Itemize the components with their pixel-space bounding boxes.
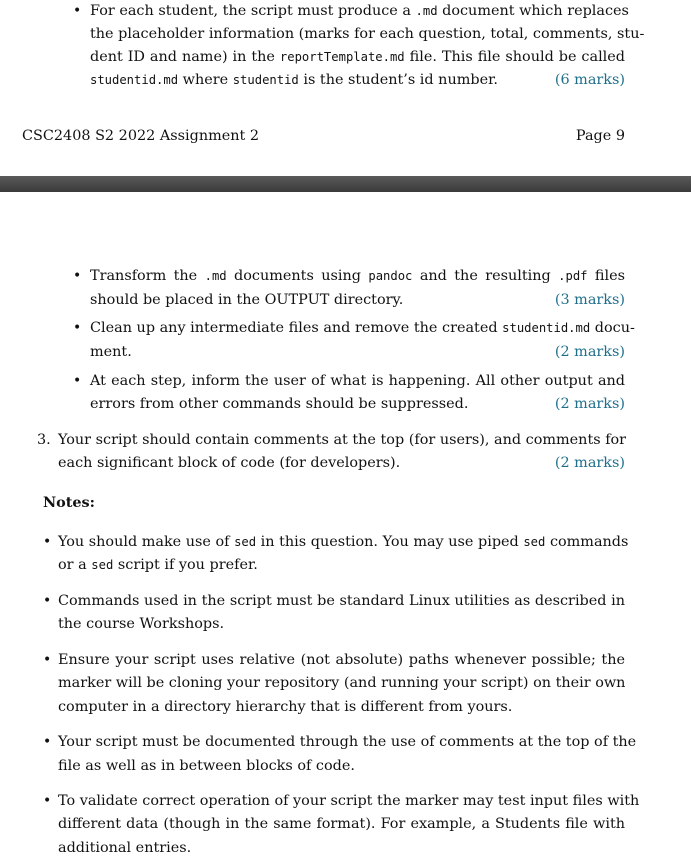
text-line: For each student, the script must produce a .md document which replaces [90, 3, 629, 19]
text-line: the placeholder information (marks for each question, total, comments, stu- [90, 26, 645, 42]
text-line: studentid.md where studentid is the student’s id number. [90, 72, 498, 88]
bullet-marker: • [43, 793, 52, 809]
page-divider [0, 176, 691, 192]
marks-label: (3 marks) [554, 292, 625, 308]
bullet-marker: • [43, 652, 52, 668]
marks-label: (2 marks) [554, 344, 625, 360]
marks-label: (2 marks) [554, 455, 625, 471]
text-line: Clean up any intermediate files and remove the created studentid.md docu- [90, 320, 635, 336]
marks-label: (6 marks) [554, 72, 625, 88]
text-line: You should make use of sed in this question. You may use piped sed commands [58, 534, 629, 550]
page-number: Page 9 [575, 128, 625, 144]
notes-heading: Notes: [43, 494, 95, 511]
text-line: errors from other commands should be suppressed. [90, 396, 469, 412]
bullet-marker: • [73, 3, 82, 19]
bullet-marker: • [73, 373, 82, 389]
text-line: To validate correct operation of your script the marker may test input files with [58, 793, 640, 809]
text-line: computer in a directory hierarchy that is different from yours. [58, 699, 513, 715]
text-line: the course Workshops. [58, 616, 225, 632]
bullet-marker: • [43, 593, 52, 609]
text-line: Transform the .md documents using pandoc and the resulting .pdf files [90, 268, 626, 284]
text-line: should be placed in the OUTPUT directory. [90, 292, 404, 308]
marks-label: (2 marks) [554, 396, 625, 412]
text-line: At each step, inform the user of what is happening. All other output and [90, 373, 625, 389]
bullet-marker: • [73, 268, 82, 284]
text-line: file as well as in between blocks of code. [58, 758, 355, 774]
text-line: different data (though in the same format). For example, a Students file with [58, 816, 625, 832]
bullet-marker: • [43, 534, 52, 550]
text-line: Commands used in the script must be standard Linux utilities as described in [58, 593, 625, 609]
list-number: 3. [37, 432, 51, 448]
text-line: Your script should contain comments at the top (for users), and comments for [58, 432, 627, 448]
page-footer-title: CSC2408 S2 2022 Assignment 2 [22, 128, 260, 144]
bullet-marker: • [43, 734, 52, 750]
bullet-marker: • [73, 320, 82, 336]
text-line: Ensure your script uses relative (not absolute) paths whenever possible; the [58, 652, 625, 668]
text-line: or a sed script if you prefer. [58, 557, 258, 573]
text-line: each significant block of code (for developers). [58, 455, 401, 471]
text-line: additional entries. [58, 840, 192, 856]
text-line: ment. [90, 344, 132, 360]
text-line: marker will be cloning your repository (and running your script) on their own [58, 675, 626, 691]
text-line: Your script must be documented through the use of comments at the top of the [58, 734, 637, 750]
text-line: dent ID and name) in the reportTemplate.md file. This file should be called [90, 49, 626, 65]
